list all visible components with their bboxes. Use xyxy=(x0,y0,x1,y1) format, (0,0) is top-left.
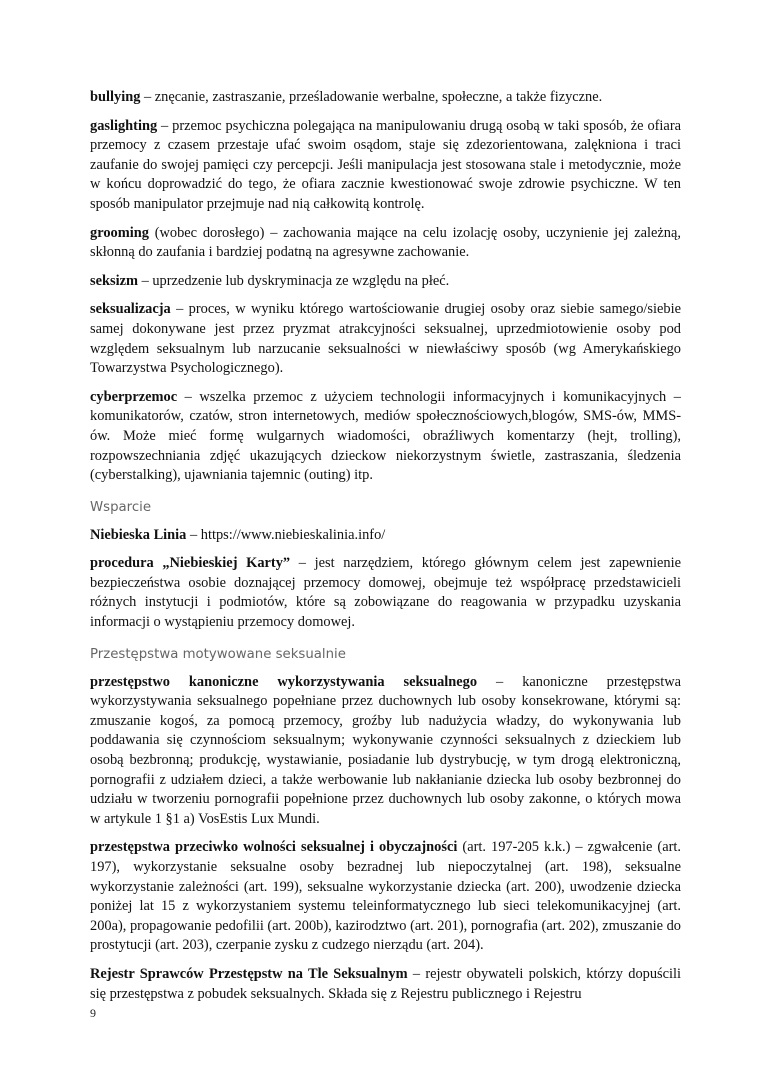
definition-text: – wszelka przemoc z użyciem technologii informacyjnych i komunikacyjnych – komunikatorów, czatów, stron internetowych, mediów społecznościowych,blogów, SMS-ów, MMS-ów. Może mieć formę wulgarnych wiadomości, obraźliwych komentarzy (hejt, trolling), rozpowszechniania zdjęć ukazujących dzieckow niekorzystnym świetle, zastraszania, śledzenia (cyberstalking), ujawniania tajemnic (outing) itp. xyxy=(90,388,681,484)
definition-term: przestępstwo kanoniczne wykorzystywania seksualnego xyxy=(90,673,478,690)
definition-text: – jest narzędziem, którego głównym celem jest zapewnienie bezpieczeństwa osobie doznającej przemocy domowej, obejmuje też współpracę przedstawicieli różnych instytucji i podmiotów, które są zobowiązane do reagowania w przypadku uzyskania informacji o wystąpieniu przemocy domowej. xyxy=(90,555,681,631)
definition-text: (wobec dorosłego) – zachowania mające na celu izolację osoby, uczynienie jej zależną, skłonną do zaufania i bardziej podatną na agresywne zachowanie. xyxy=(90,224,681,261)
definition-term: grooming xyxy=(90,224,149,241)
definition-text: – przemoc psychiczna polegająca na manipulowaniu drugą osobą w taki sposób, że ofiara przemocy z czasem przestaje ufać swoim osądom, staje się zdezorientowana, zalękniona i traci zaufanie do swojej pamięci czy percepcji. Jeśli manipulacja jest stosowana stale i metodycznie, może w końcu doprowadzić do tego, że ofiara zacznie kwestionować swoje zdrowie psychiczne. W ten sposób manipulator przejmuje nad nią całkowitą kontrolę. xyxy=(90,117,681,212)
definition-term: Rejestr Sprawców Przestępstw na Tle Seksualnym xyxy=(90,965,408,982)
definition-term: procedura „Niebieskiej Karty” xyxy=(90,555,291,572)
definition-entry xyxy=(90,388,681,486)
definition-text: – uprzedzenie lub dyskryminacja ze względu na płeć. xyxy=(137,272,450,289)
definition-entry xyxy=(90,117,681,215)
definition-term: gaslighting xyxy=(90,117,158,134)
definition-entry xyxy=(90,300,681,378)
heading-support: Wsparcie xyxy=(90,499,152,515)
definition-text: – rejestr obywateli polskich, którzy dopuścili się przestępstwa z pobudek seksualnych. Składa się z Rejestru publicznego i Rejestru xyxy=(90,965,682,1002)
definitions-crimes xyxy=(90,673,681,1005)
definition-term: Niebieska Linia xyxy=(90,526,187,543)
definitions-support xyxy=(90,526,681,633)
definition-entry xyxy=(90,272,681,292)
definition-entry xyxy=(90,965,681,1004)
definition-term: bullying xyxy=(90,89,141,105)
heading-sexual-crimes: Przestępstwa motywowane seksualnie xyxy=(90,646,346,662)
definition-entry xyxy=(90,673,681,830)
definition-text: – znęcanie, zastraszanie, prześladowanie werbalne, społeczne, a także fizyczne. xyxy=(140,89,603,105)
definition-term: przestępstwa przeciwko wolności seksualnej i obyczajności xyxy=(90,839,458,856)
definition-entry xyxy=(90,224,681,263)
page-number: 9 xyxy=(90,1006,96,1020)
definition-text: – https://www.niebieskalinia.info/ xyxy=(186,526,386,543)
definition-text: – proces, w wyniku którego wartościowanie drugiej osoby oraz siebie samego/siebie samej dokonywane jest przez pryzmat atrakcyjności seksualnej, uprzedmiotowienie osoby pod względem seksualnym lub narzucanie seksualności w niewłaściwy sposób (wg Amerykańskiego Towarzystwa Psychologicznego). xyxy=(90,301,681,377)
definition-entry xyxy=(90,838,681,956)
definition-entry xyxy=(90,88,681,108)
definition-term: cyberprzemoc xyxy=(90,388,178,405)
definition-text: – kanoniczne przestępstwa wykorzystywania seksualnego popełniane przez duchownych lub osoby konsekrowane, którymi są: zmuszanie kogoś, za pomocą przemocy, groźby lub nadużycia władzy, do wykonywania lub poddawania się czynnościom seksualnym; wykonywanie czynności seksualnych z dzieckiem lub osobą bezbronną; produkcję, wystawianie, posiadanie lub dystrybucję, w tym drogą elektroniczną, pornografii z udziałem dzieci, a także werbowanie lub nakłanianie dziecka lub osoby bezbronnej do udziału w tworzeniu pornografii popełnione przez duchownych lub osoby zakonne, o których mowa w artykule 1 §1 a) VosEstis Lux Mundi. xyxy=(90,673,681,827)
definition-entry xyxy=(90,554,681,632)
definition-term: seksizm xyxy=(90,272,138,289)
definition-text: (art. 197-205 k.k.) – zgwałcenie (art. 197), wykorzystanie seksualne osoby bezradnej lub niepoczytalnej (art. 198), seksualne wykorzystanie zależności (art. 199), seksualne wykorzystanie dziecka (art. 200), uwodzenie dziecka poniżej lat 15 z wykorzystaniem systemu teleinformatycznego lub sieci telekomunikacyjnej (art. 200a), propagowanie pedofilii (art. 200b), kazirodztwo (art. 201), pornografia (art. 202), zmuszanie do prostytucji (art. 203), czerpanie zysku z cudzego nierządu (art. 204). xyxy=(90,839,682,954)
definition-entry xyxy=(90,526,681,546)
definition-term: seksualizacja xyxy=(90,301,171,318)
definitions-general xyxy=(90,88,681,486)
